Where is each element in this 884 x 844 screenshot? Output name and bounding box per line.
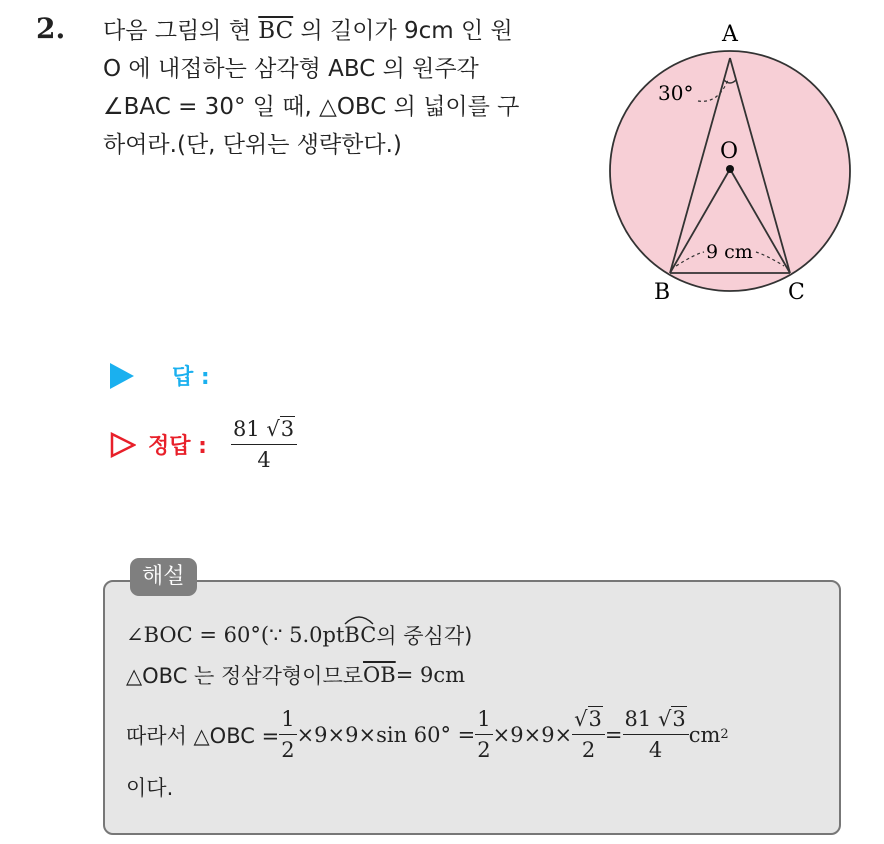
result-fraction: $\frac{81 √3}{4}$ [623,704,689,765]
answer-row [110,360,210,391]
chord-bc: $\overline{BC}$ [258,18,294,44]
center-point [726,165,734,173]
chord-label: 9 cm [706,241,753,263]
answer-label: 답 : [172,365,210,390]
correct-answer-row [110,414,297,475]
problem-line-2: O 에 내접하는 삼각형 ABC 의 원주각 [103,56,479,82]
arc-bc: BC [344,623,376,647]
circle-figure [600,18,860,318]
half-fraction: $\frac{1}{2}$ [279,704,296,765]
problem-line-3: ∠BAC = 30° 일 때, △OBC 의 넓이를 구 [103,94,520,120]
problem-line-1: 다음 그림의 현 $\overline{BC}$ 의 길이가 9cm 인 원 [103,18,513,44]
solution-tag: 해설 [130,558,197,596]
sqrt3-over-2: $\frac{√3}{2}$ [572,704,605,765]
problem-number: 2. [36,12,66,45]
outline-triangle-icon [110,432,136,458]
solution-line-3: 따라서 △OBC = $\frac{1}{2}$ ×9×9×sin 60° = $\frac{1}{2}$ ×9×9× $\frac{√3}{2}$ = $\frac{81 √3}{4}$ cm 2 [126,704,729,765]
label-a: A [722,22,738,47]
solution-line-4: 이다. [126,776,174,800]
play-icon [110,363,134,389]
label-o: O [720,139,739,164]
solution-line-1: ∠BOC = 60°(∵ 5.0pt BC 의 중심각) [126,620,472,650]
segment-ob-text: $\overline{OB}$ [363,663,396,687]
correct-answer-label: 정답 : [148,434,207,459]
label-b: B [654,280,671,305]
problem-line-4: 하여라.(단, 단위는 생략한다.) [103,132,402,158]
solution-line-2: △OBC 는 정삼각형이므로 $\overline{OB}$ = 9cm [126,663,465,688]
problem-text [103,12,603,164]
half-fraction-2: $\frac{1}{2}$ [475,704,492,765]
answer-fraction: $\frac{81 √3}{4}$ [231,414,297,475]
angle-label: 30° [658,81,694,105]
label-c: C [788,280,805,305]
